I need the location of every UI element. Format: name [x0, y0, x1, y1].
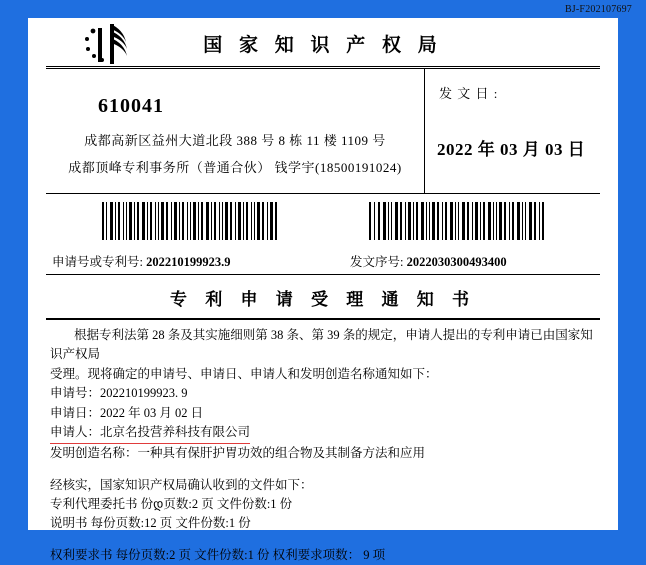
- dispatch-number-label: 发文序号:: [350, 255, 404, 269]
- document-item-power-of-attorney: 专利代理委托书 份დ页数:2 页 文件份数:1 份: [50, 497, 293, 511]
- address-block: [46, 69, 600, 193]
- field-invention-title: [50, 444, 596, 463]
- application-number-value: 202210199923.9: [146, 255, 231, 269]
- application-number-label: 申请号或专利号:: [52, 255, 143, 269]
- field-application-number-value: 202210199923. 9: [100, 386, 188, 401]
- document-reference-code: BJ-F202107697: [564, 4, 632, 15]
- notice-body: [46, 320, 600, 565]
- field-application-date-value: 2022 年 03 月 02 日: [100, 405, 204, 420]
- field-applicant-label: 申请人：: [50, 424, 101, 439]
- dispatch-number-value: 2022030300493400: [406, 255, 507, 269]
- address-line-1: 成都高新区益州大道北段 388 号 8 栋 11 楼 1109 号: [84, 133, 386, 148]
- field-invention-title-value: 一种具有保肝护胃功效的组合物及其制备方法和应用: [137, 446, 426, 461]
- application-number-barcode: [102, 202, 277, 240]
- document-item-description: 说明书 每份页数:12 页 文件份数:1 份: [50, 516, 251, 531]
- address-line-2: 成都顶峰专利事务所（普通合伙） 钱学宇(18500191024): [68, 160, 402, 175]
- address-left-column: [46, 69, 424, 193]
- application-number-field: [46, 252, 350, 270]
- field-applicant: [50, 423, 596, 444]
- field-application-date: [50, 404, 596, 423]
- notice-paragraph-1: 根据专利法第 28 条及其实施细则第 38 条、第 39 条的规定，申请人提出的专利申请已由国家知识产权局: [50, 328, 593, 362]
- dispatch-number-barcode: [369, 202, 544, 240]
- dispatch-number-field: [350, 252, 600, 270]
- issue-date-column: [424, 69, 600, 193]
- issue-date-value: 2022 年 03 月 03 日: [437, 140, 586, 159]
- page-title: 国 家 知 识 产 权 局: [203, 35, 443, 56]
- issue-date-label: 发 文 日 :: [439, 86, 499, 101]
- field-applicant-underlined: [50, 423, 250, 444]
- document-item-claims: 权利要求书 每份页数:2 页 文件份数:1 份 权利要求项数： 9 项: [50, 547, 386, 562]
- field-application-date-label: 申请日：: [50, 405, 101, 420]
- field-application-number-label: 申请号：: [50, 386, 101, 401]
- notice-paragraph-2: 经核实，国家知识产权局确认收到的文件如下：: [50, 477, 313, 492]
- document-header: [46, 18, 600, 66]
- notice-title: 专 利 申 请 受 理 通 知 书: [170, 290, 476, 309]
- numbers-row: [46, 248, 600, 274]
- postcode: 610041: [98, 95, 164, 117]
- field-applicant-value: 北京名投营养科技有限公司: [100, 424, 251, 439]
- field-application-number: [50, 384, 596, 403]
- document-page: [28, 18, 618, 562]
- field-invention-title-label: 发明创造名称：: [50, 446, 138, 461]
- notice-paragraph-1-cont: 受理。现将确定的申请号、申请日、申请人和发明创造名称通知如下：: [50, 366, 438, 381]
- barcode-row: [46, 194, 600, 248]
